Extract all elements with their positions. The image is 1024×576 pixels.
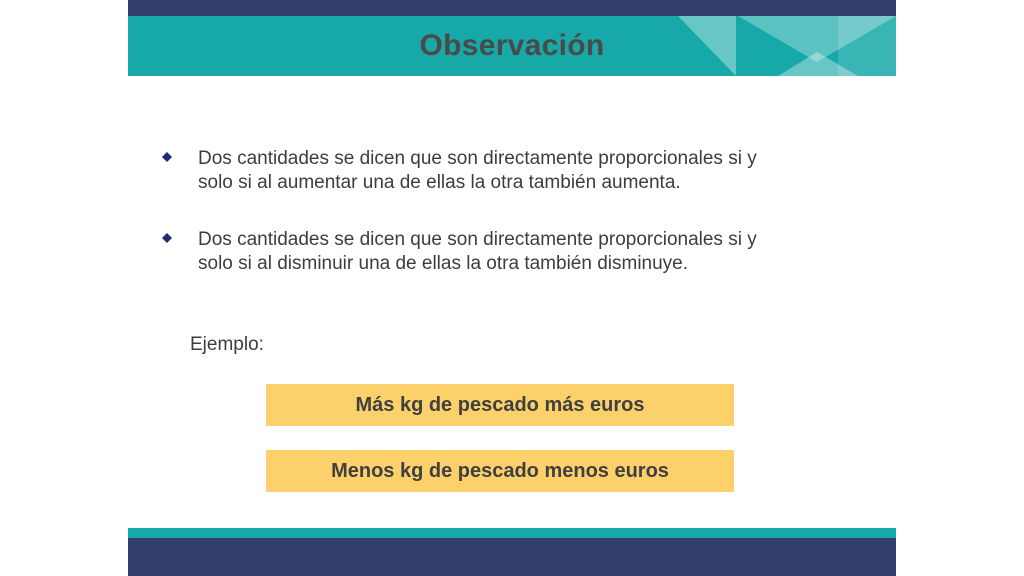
bullet-line: Dos cantidades se dicen que son directamente proporcionales si y <box>198 229 757 250</box>
bullet-line: solo si al disminuir una de ellas la otra también disminuye. <box>198 253 689 274</box>
bullet-line: solo si al aumentar una de ellas la otra también aumenta. <box>198 172 681 193</box>
diamond-bullet-icon <box>162 233 172 243</box>
bullet-line: Dos cantidades se dicen que son directamente proporcionales si y <box>198 148 757 169</box>
slide <box>128 0 896 576</box>
example-box: Menos kg de pescado menos euros <box>266 450 734 492</box>
bullet-text <box>198 147 848 195</box>
footer-bar <box>128 538 896 576</box>
footer-accent-bar <box>128 528 896 538</box>
example-label: Ejemplo: <box>190 334 264 355</box>
bullet-text <box>198 228 848 276</box>
slide-title: Observación <box>419 29 605 62</box>
example-box: Más kg de pescado más euros <box>266 384 734 426</box>
diamond-bullet-icon <box>162 152 172 162</box>
top-bar <box>128 0 896 16</box>
